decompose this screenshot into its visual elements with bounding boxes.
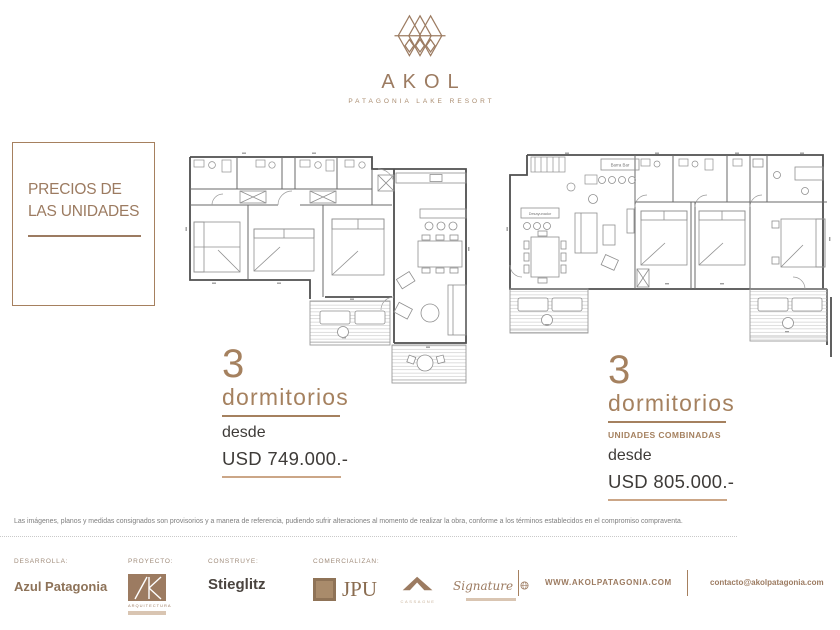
- jpu-logo-text: JPU: [342, 576, 378, 601]
- offer-price: USD 805.000.-: [608, 471, 735, 492]
- offer-price: USD 749.000.-: [222, 448, 349, 469]
- brand-header: [0, 14, 840, 105]
- email-link[interactable]: contacto@akolpatagonia.com: [710, 578, 824, 587]
- desayunador-label: Desayunador: [528, 212, 552, 216]
- footer-project: [128, 558, 173, 615]
- deck-right: [750, 289, 827, 341]
- offer-note: UNIDADES COMBINADAS: [608, 430, 721, 440]
- signature-logo-strip: [466, 598, 516, 601]
- cassagne-logo: [399, 574, 437, 604]
- offer-desde: desde: [222, 424, 266, 441]
- sellers-label: COMERCIALIZAN:: [313, 558, 380, 565]
- footer-divider-1: [518, 570, 519, 596]
- offer-unit: dormitorios: [608, 390, 735, 416]
- barra-bar-label: Barra Bar: [610, 162, 630, 168]
- footer-sellers: [313, 558, 529, 604]
- offer-price-underline: [608, 499, 727, 501]
- globe-icon: [520, 581, 529, 590]
- prices-title: [28, 179, 139, 223]
- jpu-logo-icon: [313, 578, 336, 601]
- developer-name: Azul Patagonia: [14, 579, 108, 594]
- cassagne-caption: CASSAGNE: [400, 599, 436, 604]
- project-caption: ARQUITECTURA: [128, 603, 172, 608]
- offer-3-dorms: [222, 344, 412, 478]
- cassagne-mountain-icon: [399, 574, 437, 592]
- akol-diamonds-icon: [392, 14, 448, 60]
- deck-left: [510, 289, 588, 333]
- footer-developer: [14, 558, 107, 594]
- project-logo-strip: [128, 611, 166, 615]
- footer-builder: [208, 558, 266, 593]
- deck-center: [310, 301, 390, 345]
- offer-underline: [608, 421, 726, 423]
- offer-underline: [222, 415, 340, 417]
- builder-name: Stieglitz: [208, 576, 266, 593]
- offer-unit: dormitorios: [222, 384, 349, 410]
- offer-price-underline: [222, 476, 341, 478]
- brand-tagline: PATAGONIA LAKE RESORT: [348, 98, 495, 105]
- footer-divider-2: [687, 570, 688, 596]
- prices-title-line1: PRECIOS DE: [28, 181, 122, 198]
- brand-name: AKOL: [381, 71, 467, 93]
- builder-label: CONSTRUYE:: [208, 558, 259, 565]
- footer-separator: [0, 536, 737, 537]
- prices-title-line2: LAS UNIDADES: [28, 203, 140, 220]
- floor-plan-right: [505, 147, 835, 367]
- offer-3-dorms-combined: [608, 350, 798, 501]
- offer-quantity: 3: [222, 342, 245, 386]
- website-link[interactable]: WWW.AKOLPATAGONIA.COM: [545, 578, 672, 587]
- ak-architects-logo-icon: [128, 574, 166, 601]
- offer-desde: desde: [608, 447, 652, 464]
- prices-title-underline: [28, 235, 141, 237]
- prices-title-box: [12, 142, 155, 306]
- project-label: PROYECTO:: [128, 558, 174, 565]
- offer-quantity: 3: [608, 348, 631, 392]
- signature-logo-text: Signature: [453, 579, 514, 593]
- disclaimer-text: Las imágenes, planos y medidas consignados son provisorios y a manera de referencia, pudiendo sufrir alteraciones al momento de realizar la obra, conforme a los términos establecidos en el compromiso compraventa.: [14, 518, 683, 525]
- developer-label: DESARROLLA:: [14, 558, 69, 565]
